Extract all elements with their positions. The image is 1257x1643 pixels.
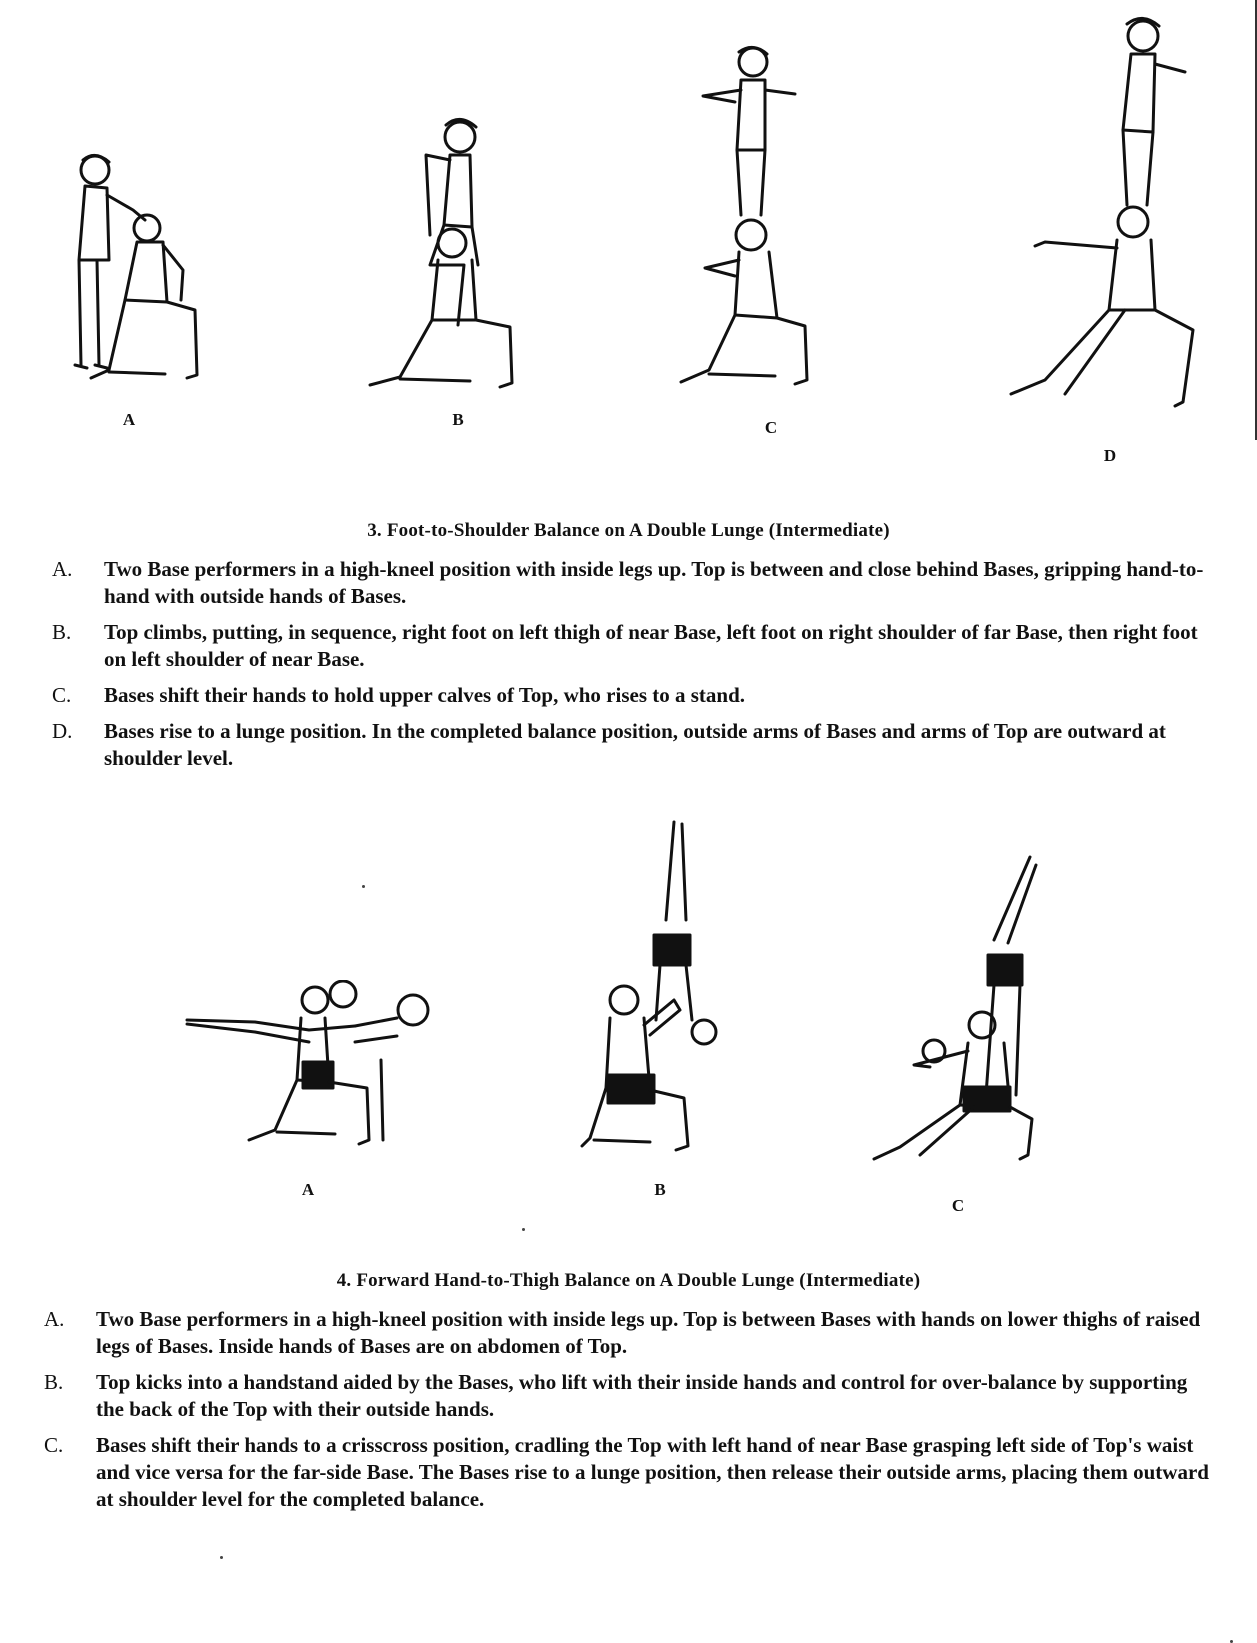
section-3-step-c bbox=[52, 682, 1222, 709]
figure-4b-label: B bbox=[654, 1180, 666, 1199]
figure-4c bbox=[870, 855, 1060, 1165]
figure-4a bbox=[185, 980, 440, 1155]
figure-3a-label: A bbox=[122, 410, 136, 429]
step-letter: A. bbox=[44, 1307, 65, 1331]
step-text: Bases shift their hands to hold upper calves of Top, who rises to a stand. bbox=[104, 683, 746, 707]
section-4-step-a bbox=[44, 1306, 1209, 1360]
step-letter: B. bbox=[44, 1370, 64, 1394]
step-text: Two Base performers in a high-kneel position with inside legs up. Top is between and close behind Bases, gripping hand-to-hand with outside hands of Bases. bbox=[104, 557, 1204, 608]
scan-speck bbox=[522, 1228, 525, 1231]
section-4-steps bbox=[44, 1306, 1209, 1522]
figure-4a-label: A bbox=[301, 1180, 315, 1199]
figure-3d-label: D bbox=[1103, 446, 1117, 465]
section-3-title: 3. Foot-to-Shoulder Balance on A Double Lunge (Intermediate) bbox=[367, 520, 890, 541]
section-4-step-c bbox=[44, 1432, 1209, 1513]
step-letter: A. bbox=[52, 557, 73, 581]
figure-3b-label: B bbox=[452, 410, 464, 429]
figure-3c-label: C bbox=[764, 418, 778, 437]
scan-speck bbox=[362, 885, 365, 888]
step-letter: B. bbox=[52, 620, 72, 644]
section-4-title: 4. Forward Hand-to-Thigh Balance on A Double Lunge (Intermediate) bbox=[336, 1270, 921, 1291]
step-letter: C. bbox=[52, 683, 72, 707]
section-3-step-b bbox=[52, 619, 1222, 673]
step-text: Bases rise to a lunge position. In the completed balance position, outside arms of Bases and arms of Top are outward at shoulder level. bbox=[104, 719, 1166, 770]
section-3-step-d bbox=[52, 718, 1222, 772]
figure-3c bbox=[665, 40, 855, 410]
step-text: Top kicks into a handstand aided by the Bases, who lift with their inside hands and control for over-balance by supporting the back of the Top with their outside hands. bbox=[96, 1370, 1188, 1421]
step-letter: D. bbox=[52, 719, 73, 743]
section-3-step-a bbox=[52, 556, 1222, 610]
step-text: Two Base performers in a high-kneel position with inside legs up. Top is between Bases with hands on lower thighs of raised legs of Bases. Inside hands of Bases are on abdomen of Top. bbox=[96, 1307, 1201, 1358]
scan-speck bbox=[220, 1556, 223, 1559]
figure-3a bbox=[55, 150, 215, 400]
step-text: Bases shift their hands to a crisscross position, cradling the Top with left hand of near Base grasping left side of Top's waist and vice versa for the far-side Base. The Bases rise to a lunge position, then release their outside arms, placing them outward at shoulder level for the completed balance. bbox=[96, 1433, 1209, 1511]
section-4-step-b bbox=[44, 1369, 1209, 1423]
figure-3b bbox=[360, 115, 530, 405]
figure-4b bbox=[580, 820, 730, 1160]
step-text: Top climbs, putting, in sequence, right foot on left thigh of near Base, left foot on right shoulder of far Base, then right foot on left shoulder of near Base. bbox=[104, 620, 1198, 671]
figure-4c-label: C bbox=[951, 1196, 965, 1215]
step-letter: C. bbox=[44, 1433, 64, 1457]
figure-3d bbox=[1005, 10, 1215, 420]
section-3-steps bbox=[52, 556, 1222, 781]
